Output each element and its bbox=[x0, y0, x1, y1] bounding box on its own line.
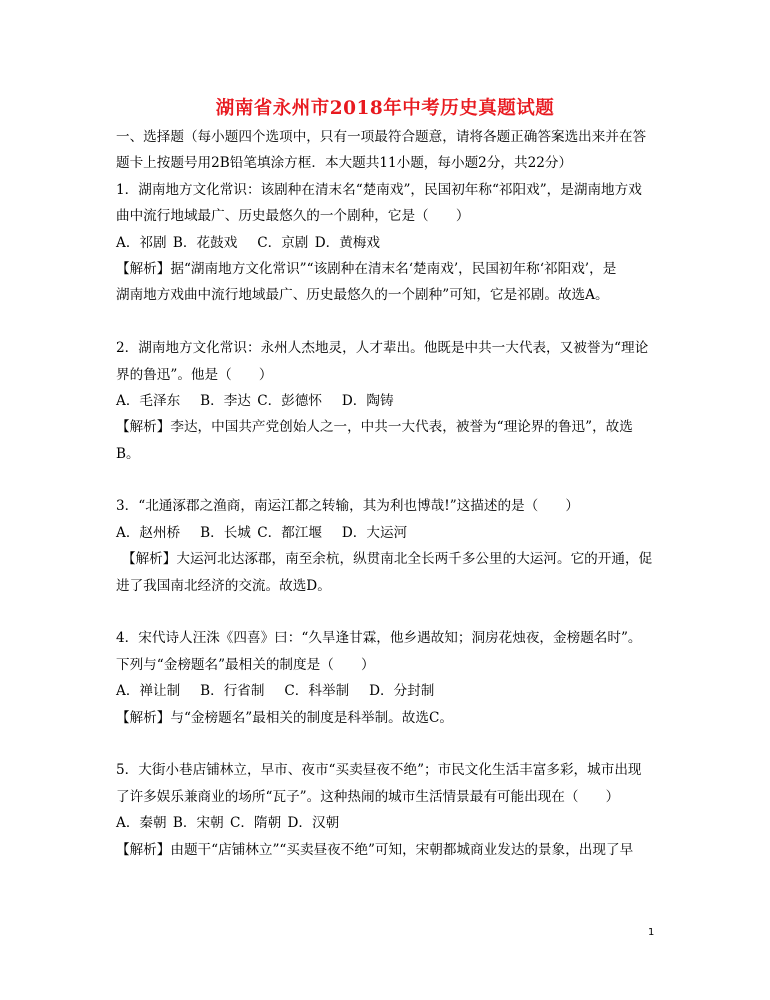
question-stem: 1．湖南地方文化常识：该剧种在清末名“楚南戏”，民国初年称“祁阳戏”，是湖南地方戏 bbox=[116, 181, 642, 198]
spacer bbox=[116, 467, 661, 493]
spacer bbox=[116, 309, 661, 335]
section-header-line: 题卡上按题号用2B铅笔填涂方框．本大题共11小题，每小题2分，共22分） bbox=[116, 155, 573, 172]
question-analysis: 进了我国南北经济的交流。故选D。 bbox=[116, 577, 331, 594]
spacer bbox=[116, 731, 661, 757]
question-analysis: 【解析】由题干“店铺林立”“买卖昼夜不绝”可知，宋朝都城商业发达的景象，出现了早 bbox=[116, 841, 634, 858]
document-body bbox=[116, 124, 661, 863]
question-stem: 下列与“金榜题名”最相关的制度是（ ） bbox=[116, 656, 375, 673]
question-analysis: 【解析】李达，中国共产党创始人之一，中共一大代表，被誉为“理论界的鲁迅”，故选 bbox=[116, 419, 633, 436]
question-stem: 5．大街小巷店铺林立，早市、夜市“买卖昼夜不绝”；市民文化生活丰富多彩，城市出现 bbox=[116, 762, 642, 779]
question-analysis: B。 bbox=[116, 445, 140, 462]
section-header-line: 一、选择题（每小题四个选项中，只有一项最符合题意，请将各题正确答案选出来并在答 bbox=[116, 129, 647, 145]
question-5 bbox=[116, 757, 661, 863]
question-options: A．赵州桥 B．长城 C．都江堰 D．大运河 bbox=[116, 524, 408, 541]
question-options: A．秦朝 B．宋朝 C．隋朝 D．汉朝 bbox=[116, 815, 340, 832]
spacer bbox=[116, 599, 661, 625]
section-header bbox=[116, 124, 661, 177]
question-options: A．祁剧 B．花鼓戏 C．京剧 D．黄梅戏 bbox=[116, 234, 380, 251]
question-analysis: 【解析】据“湖南地方文化常识”“该剧种在清末名‘楚南戏’，民国初年称‘祁阳戏’，是 bbox=[116, 260, 617, 277]
question-stem: 界的鲁迅”。他是（ ） bbox=[116, 366, 273, 383]
question-1 bbox=[116, 177, 661, 309]
question-analysis: 【解析】与“金榜题名”最相关的制度是科举制。故选C。 bbox=[116, 709, 453, 726]
question-analysis: 【解析】大运河北达涿郡，南至余杭，纵贯南北全长两千多公里的大运河。它的开通，促 bbox=[122, 551, 653, 568]
question-3 bbox=[116, 493, 661, 599]
question-4 bbox=[116, 625, 661, 731]
question-options: A．毛泽东 B．李达 C．彭德怀 D．陶铸 bbox=[116, 392, 394, 409]
document-title: 湖南省永州市2018年中考历史真题试题 bbox=[215, 98, 555, 119]
question-stem: 曲中流行地域最广、历史最悠久的一个剧种，它是（ ） bbox=[116, 208, 470, 225]
question-options: A．禅让制 B．行省制 C．科举制 D．分封制 bbox=[116, 683, 435, 700]
page-number: 1 bbox=[648, 927, 655, 938]
question-analysis: 湖南地方戏曲中流行地域最广、历史最悠久的一个剧种”可知，它是祁剧。故选A。 bbox=[116, 287, 609, 304]
question-stem: 3．“北通涿郡之渔商，南运江都之转输，其为利也博哉!”这描述的是（ ） bbox=[116, 498, 580, 515]
question-stem: 2．湖南地方文化常识：永州人杰地灵，人才辈出。他既是中共一大代表，又被誉为“理论 bbox=[116, 340, 649, 357]
question-2 bbox=[116, 335, 661, 467]
question-stem: 4．宋代诗人汪洙《四喜》曰：“久旱逢甘霖，他乡遇故知；洞房花烛夜，金榜题名时”。 bbox=[116, 630, 642, 647]
question-stem: 了许多娱乐兼商业的场所“瓦子”。这种热闹的城市生活情景最有可能出现在（ ） bbox=[116, 788, 620, 805]
